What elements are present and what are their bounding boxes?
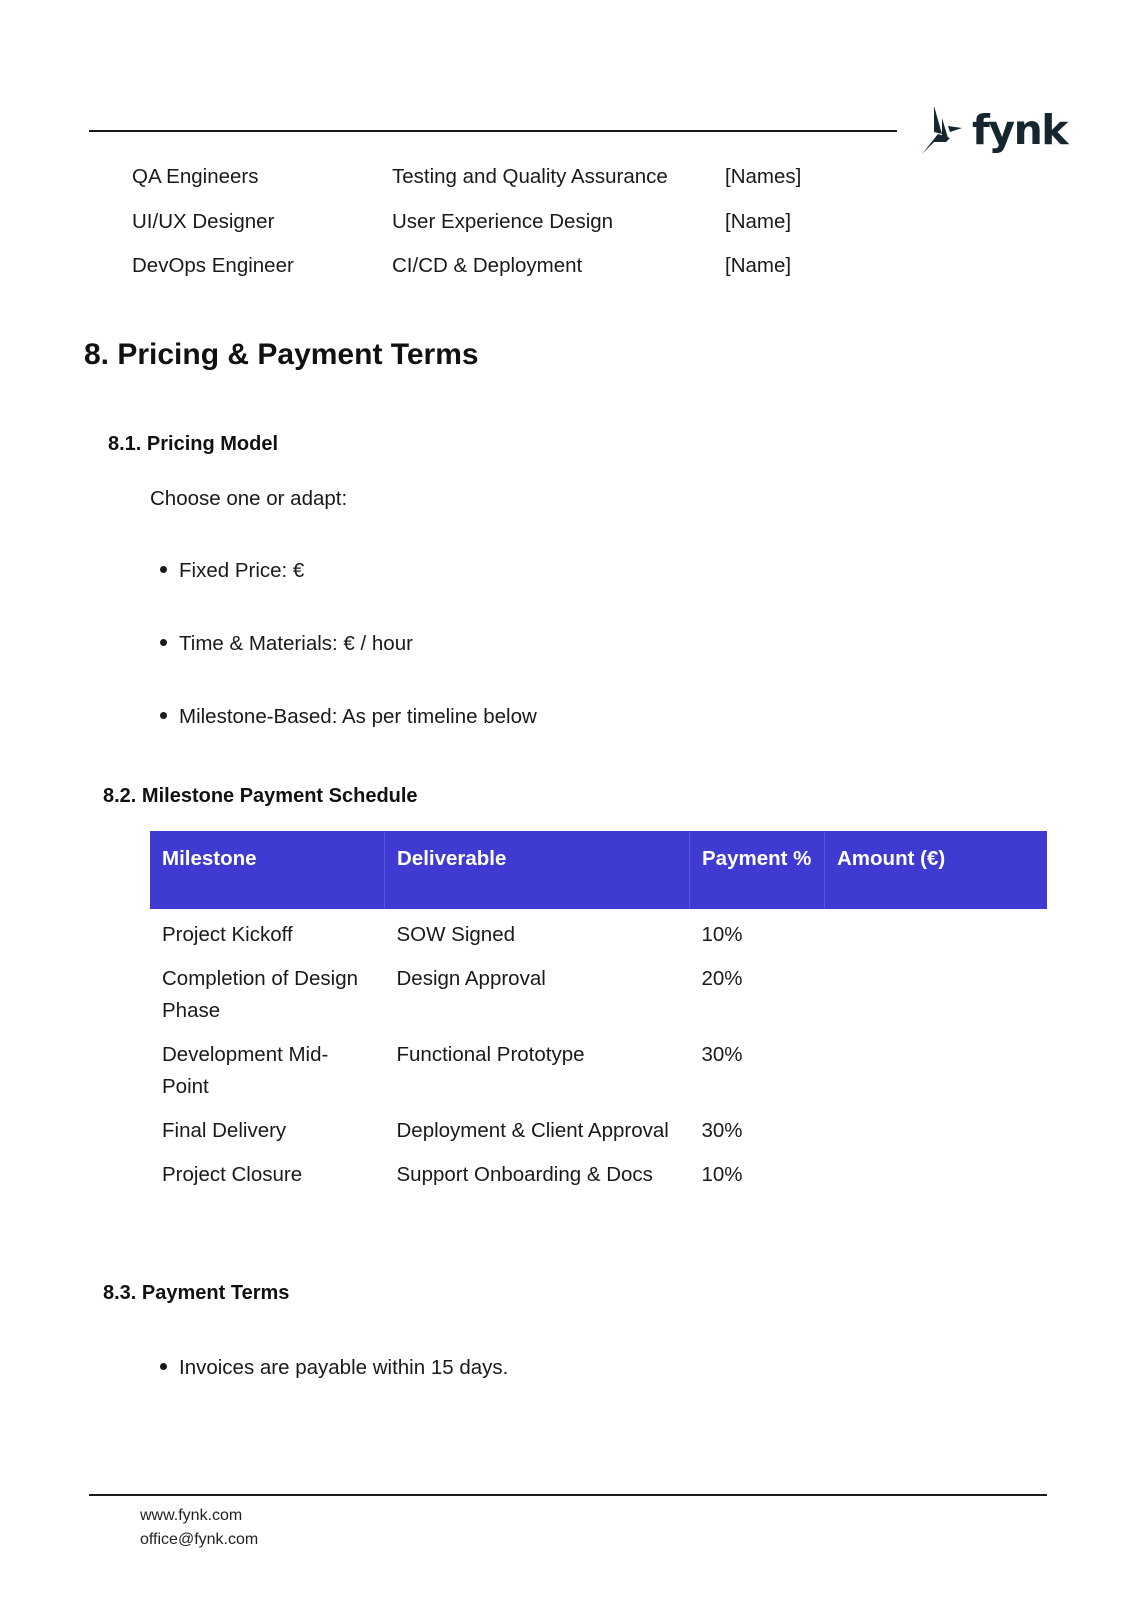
bullet-icon bbox=[160, 566, 167, 573]
cell-milestone: Completion of Design Phase bbox=[162, 967, 358, 1022]
cell-payment: 20% bbox=[701, 967, 743, 990]
cell-milestone: Project Closure bbox=[162, 1163, 303, 1186]
footer-website: www.fynk.com bbox=[140, 1507, 243, 1524]
milestone-table bbox=[150, 831, 1047, 1193]
fynk-logo bbox=[920, 104, 1067, 156]
payment-terms-heading bbox=[103, 1282, 289, 1305]
footer-divider bbox=[89, 1494, 1047, 1496]
cell-deliverable: Support Onboarding & Docs bbox=[396, 1163, 653, 1186]
cell-deliverable: Functional Prototype bbox=[396, 1043, 585, 1066]
cell-milestone: Development Mid-Point bbox=[162, 1043, 329, 1098]
team-responsibility: Testing and Quality Assurance bbox=[392, 165, 668, 188]
table-row bbox=[150, 1149, 1047, 1193]
cell-milestone: Project Kickoff bbox=[162, 923, 293, 946]
heading-number: 8.2. bbox=[103, 785, 137, 807]
header-amount: Amount (€) bbox=[825, 831, 1048, 909]
table-row bbox=[150, 1029, 1047, 1105]
milestone-heading bbox=[103, 785, 418, 808]
table-row bbox=[150, 953, 1047, 1029]
heading-text: Pricing Model bbox=[146, 433, 279, 455]
cell-amount bbox=[825, 953, 1048, 1029]
team-name: [Name] bbox=[725, 209, 792, 233]
table-header-row bbox=[150, 831, 1047, 909]
cell-deliverable: Design Approval bbox=[396, 967, 546, 990]
cell-payment: 10% bbox=[701, 923, 743, 946]
brand-wordmark: fynk bbox=[972, 105, 1068, 154]
cell-deliverable: SOW Signed bbox=[396, 923, 515, 946]
cell-milestone: Final Delivery bbox=[162, 1119, 287, 1142]
table-row bbox=[150, 1105, 1047, 1149]
pricing-intro: Choose one or adapt: bbox=[150, 487, 348, 510]
bullet-icon bbox=[160, 1363, 167, 1370]
team-table bbox=[132, 165, 852, 299]
pricing-model-heading bbox=[108, 433, 278, 456]
cell-amount bbox=[825, 1105, 1048, 1149]
table-row bbox=[132, 210, 852, 255]
bullet-icon bbox=[160, 712, 167, 719]
header-divider bbox=[89, 130, 897, 132]
team-role: UI/UX Designer bbox=[132, 209, 275, 233]
cell-amount bbox=[825, 1149, 1048, 1193]
team-name: [Name] bbox=[725, 254, 792, 277]
footer-email: office@fynk.com bbox=[140, 1531, 259, 1548]
team-role: DevOps Engineer bbox=[132, 254, 294, 277]
header-deliverable: Deliverable bbox=[385, 831, 690, 909]
footer bbox=[140, 1504, 258, 1552]
team-name: [Names] bbox=[725, 165, 802, 188]
heading-number: 8.3. bbox=[103, 1282, 137, 1304]
list-item: Invoices are payable within 15 days. bbox=[160, 1356, 508, 1380]
cell-deliverable: Deployment & Client Approval bbox=[396, 1119, 669, 1142]
table-row bbox=[150, 909, 1047, 953]
heading-text: Payment Terms bbox=[141, 1282, 290, 1304]
bird-logo-icon bbox=[920, 104, 968, 156]
table-row bbox=[132, 165, 852, 210]
list-item: Fixed Price: € bbox=[160, 559, 304, 583]
header-milestone: Milestone bbox=[150, 831, 385, 909]
table-row bbox=[132, 254, 852, 299]
cell-payment: 30% bbox=[701, 1119, 743, 1142]
section-title: 8. Pricing & Payment Terms bbox=[84, 338, 479, 371]
cell-payment: 30% bbox=[701, 1043, 743, 1066]
header-payment: Payment % bbox=[690, 831, 825, 909]
bullet-icon bbox=[160, 639, 167, 646]
team-responsibility: User Experience Design bbox=[392, 209, 614, 233]
cell-amount bbox=[825, 909, 1048, 953]
team-responsibility: CI/CD & Deployment bbox=[392, 254, 583, 277]
list-item: Milestone-Based: As per timeline below bbox=[160, 705, 537, 729]
list-item: Time & Materials: € / hour bbox=[160, 632, 413, 656]
heading-text: Milestone Payment Schedule bbox=[141, 785, 418, 807]
team-role: QA Engineers bbox=[132, 165, 259, 188]
cell-payment: 10% bbox=[701, 1163, 743, 1186]
cell-amount bbox=[825, 1029, 1048, 1105]
heading-number: 8.1. bbox=[108, 433, 142, 455]
